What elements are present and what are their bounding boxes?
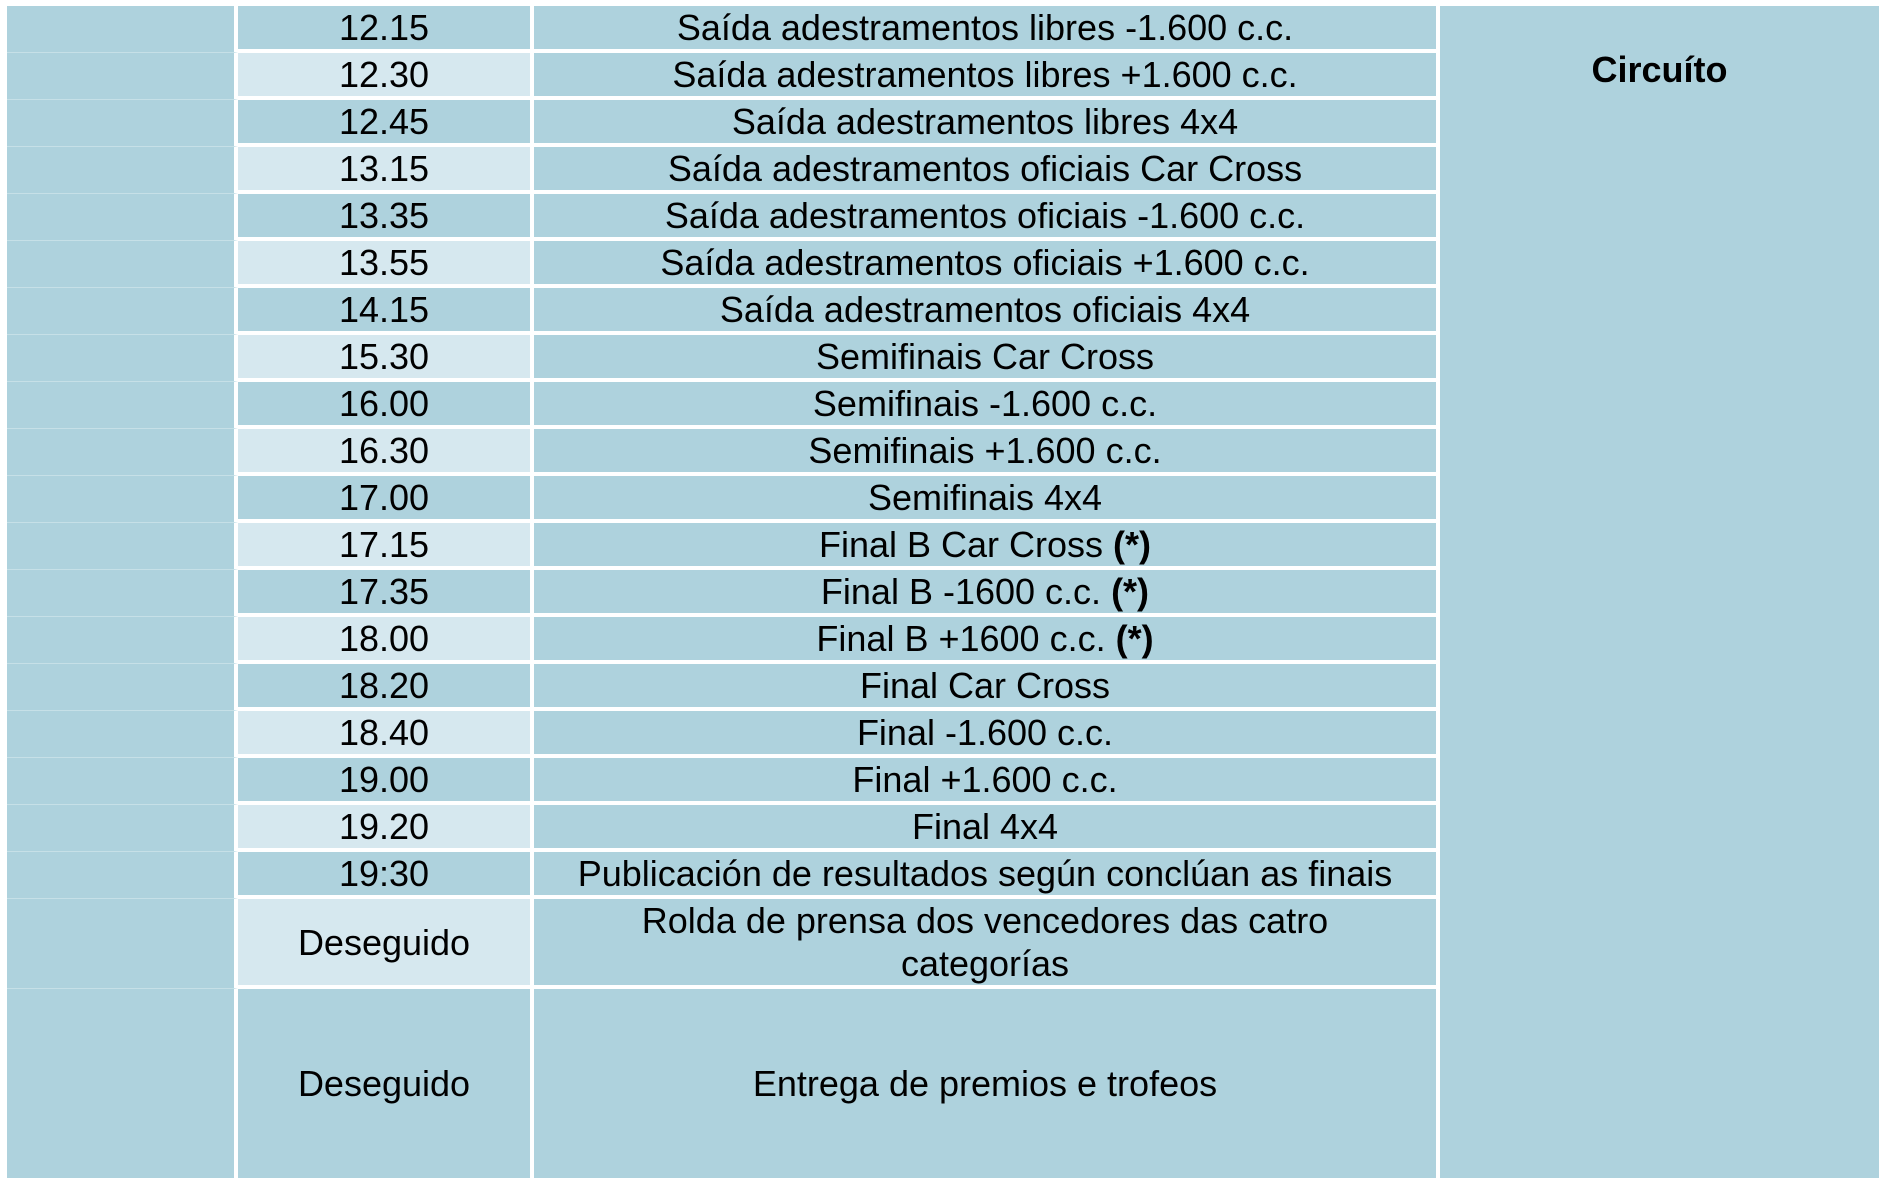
activity-cell <box>534 711 1440 758</box>
activity-cell <box>534 523 1440 570</box>
activity-cell <box>534 805 1440 852</box>
activity-text: Semifinais Car Cross <box>815 336 1155 377</box>
blank-cell <box>7 476 238 523</box>
time-cell: 19.00 <box>238 758 534 805</box>
blank-cell <box>7 989 238 1178</box>
activity-cell <box>534 476 1440 523</box>
blank-cell <box>7 523 238 570</box>
activity-cell <box>534 852 1440 899</box>
activity-text: Saída adestramentos oficiais -1.600 c.c. <box>664 195 1306 236</box>
activity-text: Final -1.600 c.c. <box>856 712 1114 753</box>
blank-cell <box>7 429 238 476</box>
time-cell: 19:30 <box>238 852 534 899</box>
time-cell: 19.20 <box>238 805 534 852</box>
time-cell: 17.15 <box>238 523 534 570</box>
activity-text: Semifinais -1.600 c.c. <box>812 383 1158 424</box>
blank-cell <box>7 194 238 241</box>
activity-text: Semifinais +1.600 c.c. <box>808 430 1162 471</box>
activity-note: (*) <box>1111 571 1150 612</box>
activity-cell <box>534 382 1440 429</box>
activity-text: Rolda de prensa dos vencedores das catro categorías <box>641 900 1329 984</box>
time-cell: 14.15 <box>238 288 534 335</box>
time-cell: 17.00 <box>238 476 534 523</box>
blank-cell <box>7 570 238 617</box>
activity-text: Final B -1600 c.c. <box>820 571 1112 612</box>
activity-text: Final Car Cross <box>859 665 1111 706</box>
activity-cell <box>534 288 1440 335</box>
activity-cell <box>534 53 1440 100</box>
blank-cell <box>7 382 238 429</box>
table-row <box>7 6 1879 53</box>
blank-cell <box>7 241 238 288</box>
blank-cell <box>7 147 238 194</box>
activity-text: Final +1.600 c.c. <box>852 759 1118 800</box>
blank-cell <box>7 335 238 382</box>
activity-text: Publicación de resultados según conclúan as finais <box>577 853 1393 894</box>
time-cell: 12.30 <box>238 53 534 100</box>
activity-text: Semifinais 4x4 <box>867 477 1103 518</box>
blank-cell <box>7 758 238 805</box>
activity-cell <box>534 241 1440 288</box>
time-cell: Deseguido <box>238 899 534 989</box>
blank-cell <box>7 805 238 852</box>
activity-text: Saída adestramentos oficiais 4x4 <box>719 289 1251 330</box>
location-cell: Circuíto <box>1440 6 1879 1178</box>
time-cell: 16.30 <box>238 429 534 476</box>
time-cell: 18.40 <box>238 711 534 758</box>
activity-cell <box>534 617 1440 664</box>
activity-cell <box>534 664 1440 711</box>
activity-cell <box>534 335 1440 382</box>
time-cell: 18.00 <box>238 617 534 664</box>
activity-cell <box>534 147 1440 194</box>
activity-text: Final 4x4 <box>911 806 1059 847</box>
time-cell: 13.35 <box>238 194 534 241</box>
activity-cell <box>534 899 1440 989</box>
activity-cell <box>534 6 1440 53</box>
blank-cell <box>7 852 238 899</box>
activity-text: Saída adestramentos oficiais Car Cross <box>667 148 1303 189</box>
schedule-table <box>7 6 1879 1178</box>
blank-cell <box>7 664 238 711</box>
activity-text: Saída adestramentos libres +1.600 c.c. <box>672 54 1298 95</box>
activity-text: Saída adestramentos oficiais +1.600 c.c. <box>660 242 1310 283</box>
activity-text: Entrega de premios e trofeos <box>752 1063 1218 1104</box>
activity-text: Saída adestramentos libres -1.600 c.c. <box>676 7 1294 48</box>
activity-cell <box>534 989 1440 1178</box>
time-cell: 16.00 <box>238 382 534 429</box>
activity-note: (*) <box>1113 524 1152 565</box>
blank-cell <box>7 288 238 335</box>
activity-note: (*) <box>1115 618 1154 659</box>
time-cell: 17.35 <box>238 570 534 617</box>
time-cell: 15.30 <box>238 335 534 382</box>
activity-cell <box>534 429 1440 476</box>
time-cell: 12.45 <box>238 100 534 147</box>
time-cell: 13.15 <box>238 147 534 194</box>
activity-text: Final B +1600 c.c. <box>816 618 1116 659</box>
blank-cell <box>7 899 238 989</box>
time-cell: 12.15 <box>238 6 534 53</box>
activity-text: Final B Car Cross <box>818 524 1114 565</box>
time-cell: 18.20 <box>238 664 534 711</box>
activity-cell <box>534 570 1440 617</box>
activity-cell <box>534 758 1440 805</box>
blank-cell <box>7 53 238 100</box>
schedule-body <box>7 6 1879 1178</box>
blank-cell <box>7 6 238 53</box>
activity-text: Saída adestramentos libres 4x4 <box>731 101 1239 142</box>
time-cell: 13.55 <box>238 241 534 288</box>
blank-cell <box>7 711 238 758</box>
blank-cell <box>7 617 238 664</box>
activity-cell <box>534 194 1440 241</box>
blank-cell <box>7 100 238 147</box>
activity-cell <box>534 100 1440 147</box>
time-cell: Deseguido <box>238 989 534 1178</box>
